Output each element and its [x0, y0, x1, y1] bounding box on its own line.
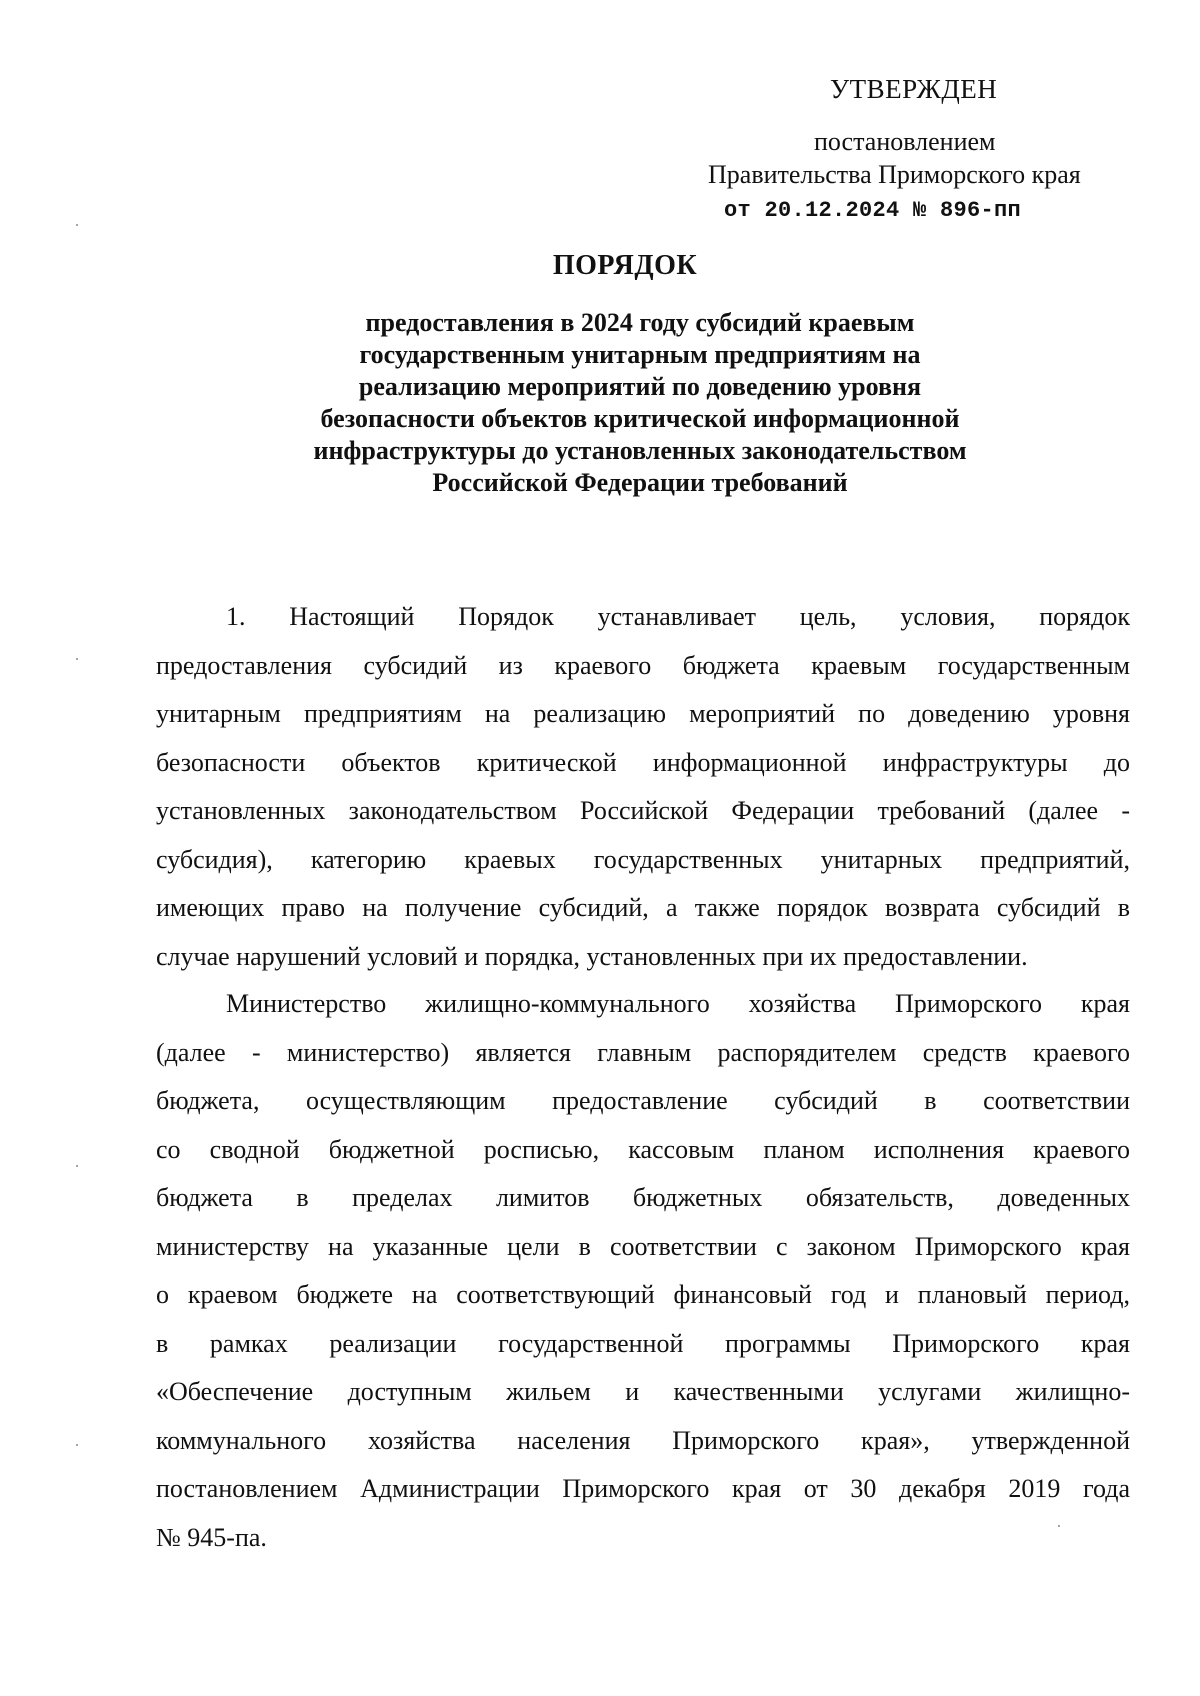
approved-label: УТВЕРЖДЕН [830, 74, 998, 104]
paragraph-line: субсидия), категорию краевых государственных унитарных предприятий, [156, 844, 1130, 874]
paragraph-line: министерству на указанные цели в соответствии с законом Приморского края [156, 1231, 1130, 1261]
approval-line-government: Правительства Приморского края [708, 160, 1081, 189]
paragraph-line: постановлением Администрации Приморского края от 30 декабря 2019 года [156, 1474, 1130, 1503]
scan-speck [1058, 1525, 1060, 1527]
paragraph-line: о краевом бюджете на соответствующий финансовый год и плановый период, [156, 1280, 1130, 1309]
approval-line-resolution: постановлением [814, 127, 996, 156]
scan-speck [76, 224, 78, 226]
paragraph-line: 1. Настоящий Порядок устанавливает цель, условия, порядок [226, 602, 1130, 631]
paragraph-line: (далее - министерство) является главным распорядителем средств краевого [156, 1037, 1130, 1067]
subtitle-line: Российской Федерации требований [432, 468, 848, 497]
paragraph-1 [156, 593, 1130, 981]
paragraph-line: установленных законодательством Российской Федерации требований (далее - [156, 796, 1130, 825]
scan-speck [76, 1165, 78, 1167]
scan-speck [76, 658, 78, 660]
scan-speck [76, 1444, 78, 1446]
paragraph-line: бюджета, осуществляющим предоставление субсидий в соответствии [156, 1086, 1130, 1115]
paragraph-line: со сводной бюджетной росписью, кассовым планом исполнения краевого [156, 1134, 1130, 1164]
paragraph-line: имеющих право на получение субсидий, а также порядок возврата субсидий в [156, 893, 1130, 922]
paragraph-line: безопасности объектов критической информационной инфраструктуры до [156, 747, 1130, 777]
paragraph-line: коммунального хозяйства населения Приморского края», утвержденной [156, 1425, 1130, 1455]
paragraph-line: в рамках реализации государственной программы Приморского края [156, 1328, 1130, 1358]
approval-date-number: от 20.12.2024 № 896-пп [724, 198, 1022, 223]
paragraph-line: Министерство жилищно-коммунального хозяйства Приморского края [226, 989, 1130, 1018]
subtitle-line: предоставления в 2024 году субсидий краевым [365, 308, 915, 337]
subtitle-line: безопасности объектов критической информационной [320, 404, 960, 433]
paragraph-line: бюджета в пределах лимитов бюджетных обязательств, доведенных [156, 1183, 1130, 1212]
document-title: ПОРЯДОК [552, 250, 698, 281]
paragraph-line: случае нарушений условий и порядка, установленных при их предоставлении. [156, 941, 1028, 971]
document-subtitle [280, 307, 1000, 499]
approval-block [0, 0, 1200, 223]
paragraph-line: предоставления субсидий из краевого бюджета краевым государственным [156, 650, 1130, 680]
subtitle-line: реализацию мероприятий по доведению уровня [358, 372, 922, 401]
paragraph-line: № 945-па. [156, 1522, 267, 1552]
paragraph-2 [156, 980, 1130, 1562]
paragraph-line: унитарным предприятиям на реализацию мероприятий по доведению уровня [156, 699, 1130, 728]
paragraph-line: «Обеспечение доступным жильем и качественными услугами жилищно- [156, 1377, 1130, 1406]
subtitle-line: государственным унитарным предприятиям на [359, 340, 921, 369]
subtitle-line: инфраструктуры до установленных законодательством [313, 436, 967, 465]
